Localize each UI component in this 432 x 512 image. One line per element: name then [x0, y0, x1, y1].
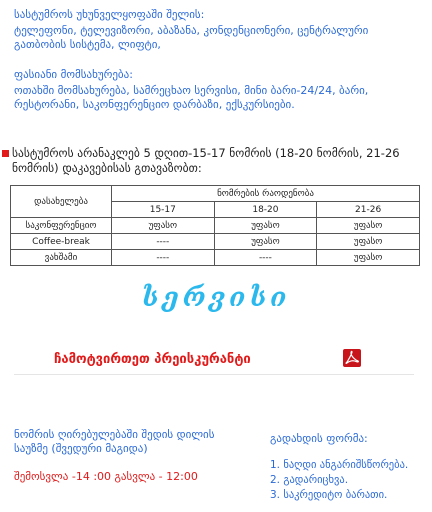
service-banner: სერვისი	[141, 283, 291, 313]
included-body: ტელეფონი, ტელევიზორი, აბაზანა, კონდენციონერი, ცენტრალური გათბობის სისტემა, ლიფტი,	[14, 24, 369, 51]
paid-body: ოთახში მომსახურება, სამრეცხაო სერვისი, მინი ბარი-24/24, ბარი, რესტორანი, საკონფერენციო დარბაზი, ექსკურსიები.	[14, 84, 369, 111]
table-row	[11, 250, 420, 266]
halls-intro: სასტუმროს არანაკლებ 5 დღით-15-17 ნომრის (18-20 ნომრის, 21-26 ნომრის) დაკავებისას გთავაზობთ:	[12, 146, 400, 175]
paid-section	[14, 68, 424, 112]
rooms-table	[10, 185, 420, 266]
range-cell: 18-20	[214, 202, 317, 218]
header-service: დასახელება	[11, 186, 112, 218]
row-value: უფასო	[214, 218, 317, 234]
list-item: 1. ნაღდი ანგარიშსწორება.	[270, 459, 409, 471]
row-value: ----	[112, 234, 215, 250]
row-value: უფასო	[317, 218, 420, 234]
included-section	[14, 8, 424, 52]
row-name: ვახშამი	[11, 250, 112, 266]
pdf-icon[interactable]	[342, 348, 362, 368]
divider	[14, 374, 414, 375]
table-header-row	[11, 186, 420, 202]
row-value: ----	[214, 250, 317, 266]
download-price-link[interactable]: ჩამოტვირთეთ პრეისკურანტი	[54, 352, 251, 367]
row-value: ----	[112, 250, 215, 266]
bullet-square	[2, 150, 9, 157]
range-cell: 15-17	[112, 202, 215, 218]
row-name: Coffee-break	[11, 234, 112, 250]
row-value: უფასო	[214, 234, 317, 250]
paid-title: ფასიანი მომსახურება:	[14, 68, 133, 81]
list-item: 3. საკრედიტო ბარათი.	[270, 489, 388, 501]
row-value: უფასო	[112, 218, 215, 234]
table-row	[11, 234, 420, 250]
row-name: საკონფერენციო	[11, 218, 112, 234]
range-cell: 21-26	[317, 202, 420, 218]
row-value: უფასო	[317, 250, 420, 266]
checkin-times: შემოსვლა -14 :00 გასვლა - 12:00	[14, 470, 198, 483]
included-title: სასტუმროს უხუნველყოფაში შელის:	[14, 8, 205, 21]
payment-list	[270, 458, 420, 503]
payment-title: გადახდის ფორმა:	[270, 432, 368, 445]
breakfast-note: ნომრის ღირებულებაში შედის დილის საუზმე (შვედური მაგიდა)	[14, 428, 215, 455]
header-rooms: ნომრების რაოდენობა	[112, 186, 420, 202]
table-row	[11, 218, 420, 234]
list-item: 2. გადარიცხვა.	[270, 474, 349, 486]
row-value: უფასო	[317, 234, 420, 250]
